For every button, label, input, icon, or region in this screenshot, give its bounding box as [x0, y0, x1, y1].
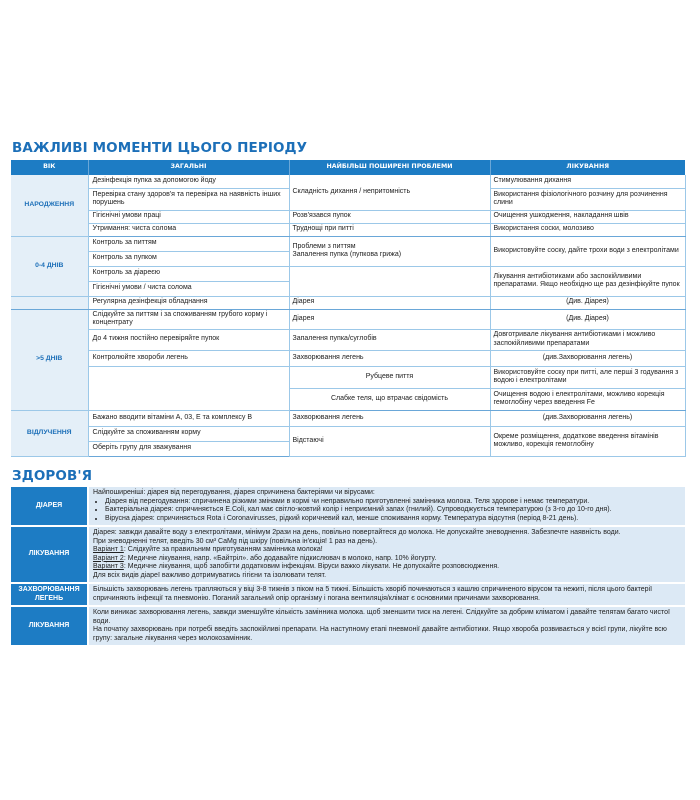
treatment-line: На початку захворювань при потребі введіть заспокійливі препарати. На наступному етапі пневмонії давайте антибіотики. Якщо хвороба розвивається у всієї групи, лікуйте всю групу: загальне лікування через молокозамінник.	[93, 626, 667, 642]
general-cell: Контроль за діареєю	[88, 266, 289, 281]
treatment-cell: Лікування антибіотиками або заспокійливими препаратами. Якщо необхідно ще раз дезінфікуйте пупок	[490, 266, 685, 296]
treatment-line: Для всіх видів діареї важливо дотримуватись гігієни та ізолювати телят.	[93, 571, 327, 579]
diarrhea-intro: Найпоширеніші: діарея від перегодування, діарея спричинена бактеріями чи вірусами:	[93, 489, 375, 496]
treatment-cell: (див.Захворювання легень)	[490, 410, 685, 426]
list-item: • Вірусна діарея: спричиняється Rota і Coronavirusses, рідкий коричневий кал, менше споживання корму. Температура відсутня (період 8-21 день).	[105, 515, 681, 524]
problem-cell: Захворювання легень	[289, 350, 490, 366]
header-treatment: ЛІКУВАННЯ	[490, 160, 685, 175]
table-row	[11, 526, 685, 583]
variant-text: : Медичне лікування, щоб запобігти додатковим інфекціям. Віруси важко лікувати. Не допускайте розповсюдження.	[123, 563, 500, 570]
table-row	[11, 266, 685, 281]
diarrhea-list	[93, 498, 681, 524]
treatment-line: Коли виникає захворювання легень, завжди зменшуйте кількість замінника молока. щоб зменшити тиск на легені. Слідкуйте за добрим кліматом і давайте телятам багато чистої води.	[93, 609, 670, 625]
general-cell: До 4 тижня постійно перевіряйте пупок	[88, 329, 289, 350]
general-cell-empty	[88, 366, 289, 410]
treatment-cell: Використання соски, молозиво	[490, 223, 685, 236]
treatment-body	[88, 526, 685, 583]
stage-5-days: >5 ДНІВ	[11, 309, 88, 410]
table-row	[11, 426, 685, 441]
stage-spacer	[11, 296, 88, 309]
variant-label: Варіант 1	[93, 546, 124, 553]
variant-text: : Слідкуйте за правильним приготуванням замінника молока!	[123, 546, 323, 553]
section-title-health: ЗДОРОВ'Я	[12, 468, 93, 484]
list-item: • Діарея від перегодування: спричинена різкими змінами в кормі чи неправильно приготувленні замінника молока. Теля здорове і немає температури.	[105, 498, 681, 507]
general-cell: Гігієнічні умови праці	[88, 210, 289, 223]
label-treatment: ЛІКУВАННЯ	[11, 526, 88, 583]
treatment-cell: (Див. Діарея)	[490, 309, 685, 329]
problem-cell-empty	[289, 266, 490, 296]
table-row	[11, 223, 685, 236]
general-cell: Утримання: чиста солома	[88, 223, 289, 236]
health-table	[11, 487, 685, 647]
general-cell: Регулярна дезінфекція обладнання	[88, 296, 289, 309]
treatment-cell: Довготривале лікування антибіотиками і можливо заспокійливими препаратами	[490, 329, 685, 350]
general-cell: Оберіть групу для зважування	[88, 441, 289, 456]
table-row	[11, 583, 685, 606]
lung-body: Більшість захворювань легень трапляються у віці 3-8 тижнів з піком на 5 тижні. Більшість хворіб починаються з кашлю спричиненого вірусом та нежиті, після цього бактерії спричиняють інфекції та пневмонію. Поганий загальний опір організму і погана вентиляція/клімат є основними причинами захворювання.	[88, 583, 685, 606]
treatment-cell: (див.Захворювання легень)	[490, 350, 685, 366]
variant-1	[93, 546, 681, 555]
general-cell: Дезінфекція пупка за допомогою йоду	[88, 175, 289, 188]
table-row	[11, 606, 685, 646]
treatment-cell: Використовуйте соску, дайте трохи води з електролітами	[490, 236, 685, 266]
treatment-cell: Окреме розміщення, додаткове введення вітамінів можливо, корекція гемоглобіну	[490, 426, 685, 456]
list-item: • Бактеріальна діарея: спричиняється E.Coli, кал має світло-жовтий колір і неприємний запах (гнилий). Супроводжується температурою (з 3-го до 10-го дня).	[105, 506, 681, 515]
key-points-table	[11, 160, 686, 457]
treatment-line: Діарея: завжди давайте воду з електролітами, мінімум 2рази на день, повільно повертайтеся до молока. Не допускайте зневоднення. Забезпечте наявність води.	[93, 529, 621, 536]
label-treatment-2: ЛІКУВАННЯ	[11, 606, 88, 646]
header-age: ВІК	[11, 160, 88, 175]
treatment-cell: (Див. Діарея)	[490, 296, 685, 309]
table-row	[11, 296, 685, 309]
treatment-cell: Очищення ушкодження, накладання швів	[490, 210, 685, 223]
treatment-cell: Очищення водою і електролітами, можливо корекція гемоглобіну через введення Fe	[490, 388, 685, 410]
table-row	[11, 410, 685, 426]
table-row	[11, 366, 685, 388]
problem-cell: Розв'язався пупок	[289, 210, 490, 223]
problem-cell: Слабке теля, що втрачає свідомість	[289, 388, 490, 410]
general-cell: Перевірка стану здоров'я та перевірка на наявність інших порушень	[88, 188, 289, 210]
treatment-cell: Використовуйте соску при питті, але перші 3 годування з водою і електролітами	[490, 366, 685, 388]
problem-cell: Рубцеве пиття	[289, 366, 490, 388]
label-diarrhea: ДІАРЕЯ	[11, 487, 88, 526]
table-row	[11, 309, 685, 329]
table-row	[11, 487, 685, 526]
treatment2-body	[88, 606, 685, 646]
table-header-row	[11, 160, 685, 175]
variant-text: : Медичне лікування, напр. «Байтріл». або додавайте підкислювач в молоко, напр. 10% йогурту.	[123, 554, 437, 562]
general-cell: Слідкуйте за питтям і за споживанням грубого корму і концентрату	[88, 309, 289, 329]
problem-cell: Діарея	[289, 309, 490, 329]
stage-birth: НАРОДЖЕННЯ	[11, 175, 88, 236]
problem-cell	[289, 236, 490, 266]
treatment-cell: Стимулювання дихання	[490, 175, 685, 188]
treatment-line: При зневодненні телят, введіть 30 см³ CaMg під шкіру (повільна ін'єкція! 1 раз на день).	[93, 537, 378, 545]
diarrhea-body	[88, 487, 685, 526]
general-cell: Контроль за питтям	[88, 236, 289, 251]
variant-3	[93, 563, 681, 572]
variant-label: Варіант 3	[93, 563, 124, 570]
problem-text: Запалення пупка (пупкова грижа)	[292, 251, 402, 258]
general-cell: Слідкуйте за споживанням корму	[88, 426, 289, 441]
problem-cell: Складність дихання / непритомність	[289, 175, 490, 210]
general-cell: Контроль за пупком	[88, 251, 289, 266]
table-row	[11, 175, 685, 188]
header-general: ЗАГАЛЬНІ	[88, 160, 289, 175]
treatment-cell: Використання фізіологічного розчину для розчинення слини	[490, 188, 685, 210]
general-cell: Контролюйте хвороби легень	[88, 350, 289, 366]
general-cell: Гігієнічні умови / чиста солома	[88, 281, 289, 296]
section-title-key-points: ВАЖЛИВІ МОМЕНТИ ЦЬОГО ПЕРІОДУ	[12, 140, 308, 156]
problem-cell: Запалення пупка/суглобів	[289, 329, 490, 350]
table-row	[11, 350, 685, 366]
stage-weaning: ВІДЛУЧЕННЯ	[11, 410, 88, 456]
label-lung-disease: ЗАХВОРЮВАННЯ ЛЕГЕНЬ	[11, 583, 88, 606]
variant-label: Варіант 2	[93, 554, 124, 562]
problem-cell: Діарея	[289, 296, 490, 309]
table-row	[11, 329, 685, 350]
general-cell: Бажано вводити вітаміни А, 03, Е та комплексу В	[88, 410, 289, 426]
problem-cell: Відстаючі	[289, 426, 490, 456]
stage-0-4-days: 0-4 ДНІВ	[11, 236, 88, 296]
problem-text: Проблеми з питтям	[292, 242, 356, 250]
table-row	[11, 210, 685, 223]
problem-cell: Захворювання легень	[289, 410, 490, 426]
table-row	[11, 236, 685, 251]
header-problems: НАЙБІЛЬШ ПОШИРЕНІ ПРОБЛЕМИ	[289, 160, 490, 175]
variant-2	[93, 555, 681, 564]
problem-cell: Труднощі при питті	[289, 223, 490, 236]
